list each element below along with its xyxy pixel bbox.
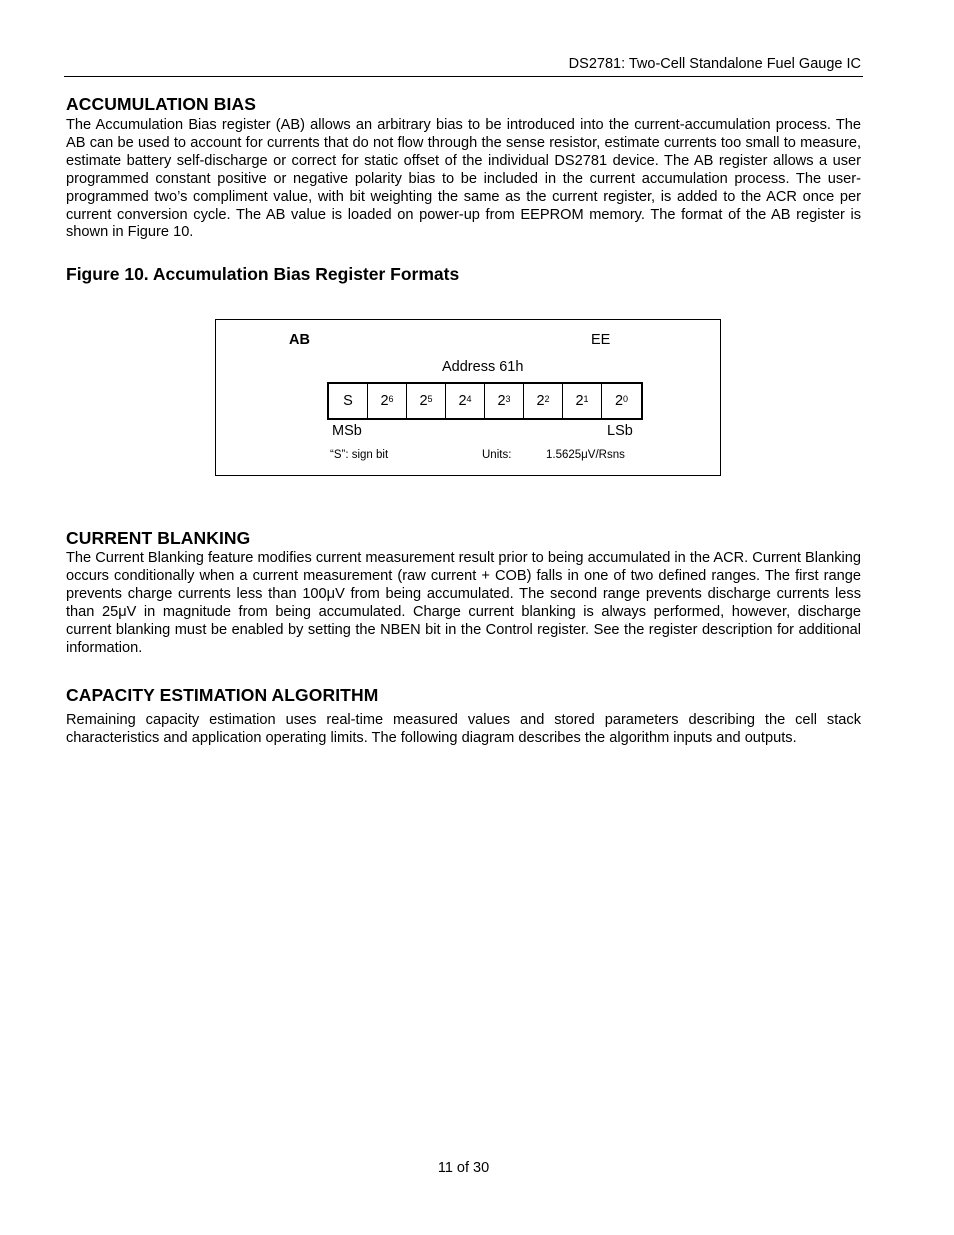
register-bit-6: 2 $^6$ (368, 384, 407, 418)
current-blanking-paragraph: The Current Blanking feature modifies current measurement result prior to being accumulated in the ACR. Current Blanking occurs conditionally when a current measurement (raw current + COB) falls in one of two defined ranges. The first range prevents charge currents less than 100μV from being accumulated. The second range prevents discharge currents less than 25μV in magnitude from being accumulated. Charge current blanking is always performed, however, discharge current blanking must be enabled by setting the NBEN bit in the Control register. See the register description for additional information. (66, 550, 861, 656)
units-label: Units: (482, 449, 512, 461)
register-bit-4: 2 $^4$ (446, 384, 485, 418)
register-bit-s: S (329, 384, 368, 418)
register-bit-0: 2 $^0$ (614, 393, 629, 409)
sign-bit-note: “S”: sign bit (330, 449, 389, 461)
header-title: DS2781: Two-Cell Standalone Fuel Gauge IC (568, 56, 861, 72)
msb-label: MSb (332, 423, 362, 439)
current-blanking-heading: CURRENT BLANKING (66, 528, 251, 548)
register-bit-table (327, 382, 643, 420)
accumulation-bias-heading: ACCUMULATION BIAS (66, 94, 256, 114)
register-bit-1: 2 $^1$ (563, 384, 602, 418)
register-address: Address 61h (442, 359, 524, 375)
register-bit-2: 2 $^2$ (524, 384, 563, 418)
page-number: 11 of 30 (437, 1160, 490, 1176)
capacity-estimation-paragraph: Remaining capacity estimation uses real-time measured values and stored parameters describing the cell stack characteristics and application operating limits. The following diagram describes the algorithm inputs and outputs. (66, 712, 861, 746)
memory-type: EE (591, 332, 611, 348)
units-value: 1.5625μV/Rsns (546, 449, 625, 461)
figure-caption: Figure 10. Accumulation Bias Register Formats (66, 264, 460, 284)
lsb-label: LSb (607, 423, 633, 439)
accumulation-bias-paragraph: The Accumulation Bias register (AB) allows an arbitrary bias to be introduced into the current-accumulation process. The AB can be used to account for currents that do not flow through the sense resistor, estimate currents too small to measure, estimate battery self-discharge or correct for static offset of the individual DS2781 device. The AB register allows a user programmed constant positive or negative polarity bias to be included in the current accumulation process. The user-programmed two’s compliment value, with bit weighting the same as the current register, is added to the ACR once per current conversion cycle. The AB value is loaded on power-up from EEPROM memory. The format of the AB register is shown in Figure 10. (66, 117, 861, 241)
capacity-estimation-heading: CAPACITY ESTIMATION ALGORITHM (66, 685, 379, 705)
register-bit-5: 2 $^5$ (407, 384, 446, 418)
register-bit-3: 2 $^3$ (485, 384, 524, 418)
header-rule (64, 76, 863, 77)
register-name: AB (289, 332, 310, 348)
